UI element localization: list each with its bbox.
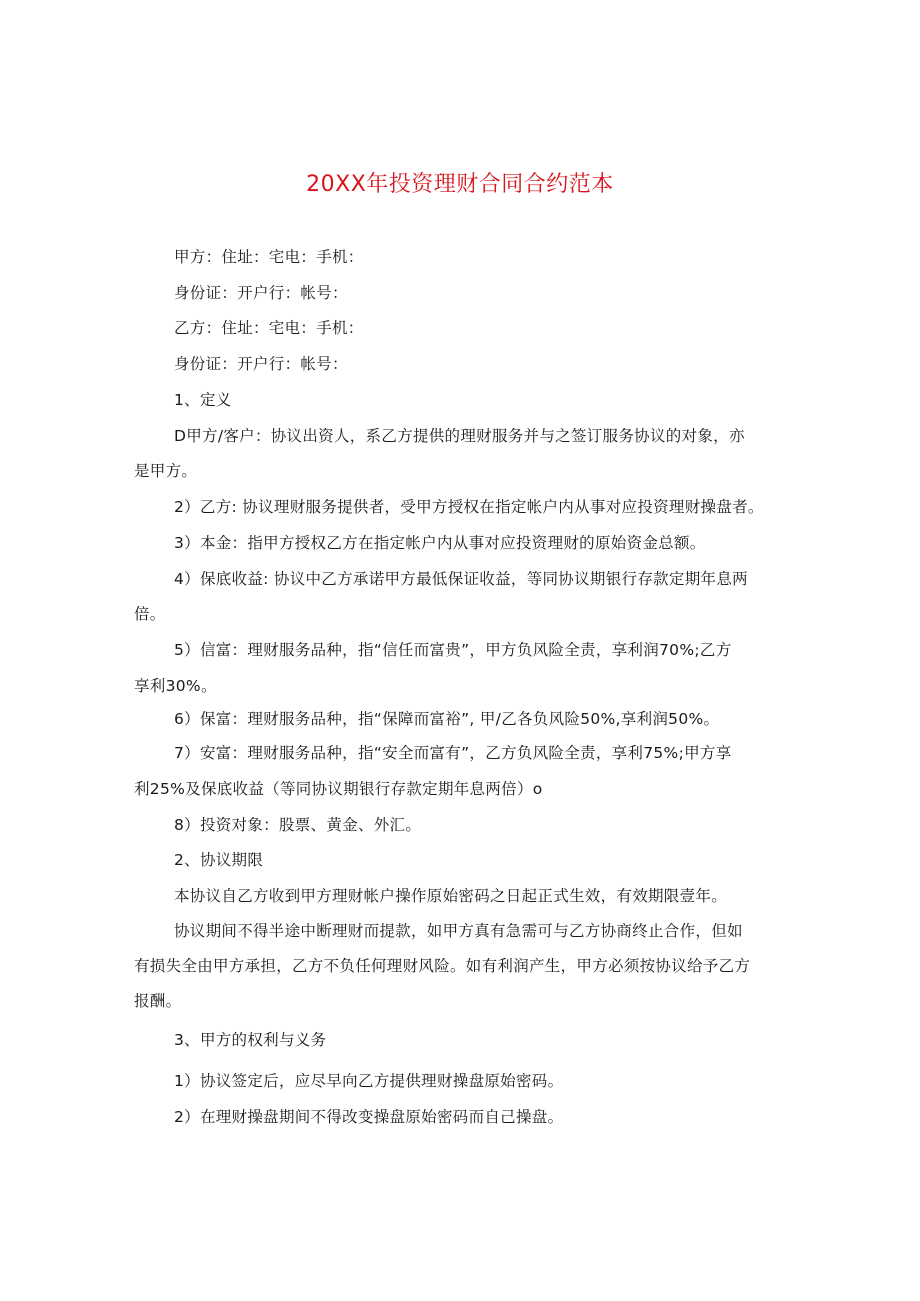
definition-2-line: 2）乙方: 协议理财服务提供者，受甲方授权在指定帐户内从事对应投资理财操盘者。 xyxy=(174,498,764,516)
party-a-id-line: 身份证：开户行：帐号： xyxy=(174,284,348,302)
term-paragraph-2-line-3: 报酬。 xyxy=(134,992,182,1010)
party-b-address-line: 乙方：住址：宅电：手机： xyxy=(174,319,364,337)
definition-3-line: 3）本金：指甲方授权乙方在指定帐户内从事对应投资理财的原始资金总额。 xyxy=(174,534,706,552)
definition-7-line-2: 利25%及保底收益（等同协议期银行存款定期年息两倍）o xyxy=(134,780,543,798)
party-a-address-line: 甲方：住址：宅电：手机： xyxy=(174,248,364,266)
definition-1-line-1: D甲方/客户：协议出资人，系乙方提供的理财服务并与之签订服务协议的对象，亦 xyxy=(174,427,745,445)
party-a-obligation-2: 2）在理财操盘期间不得改变操盘原始密码而自己操盘。 xyxy=(174,1108,564,1126)
document-title: 20XX年投资理财合同合约范本 xyxy=(306,172,614,197)
definition-5-line-2: 享利30%。 xyxy=(134,677,217,695)
definition-8-line: 8）投资对象：股票、黄金、外汇。 xyxy=(174,816,422,834)
term-paragraph-2-line-1: 协议期间不得半途中断理财而提款，如甲方真有急需可与乙方协商终止合作，但如 xyxy=(174,922,743,940)
term-paragraph-1: 本协议自乙方收到甲方理财帐户操作原始密码之日起正式生效，有效期限壹年。 xyxy=(174,887,728,905)
definition-4-line-2: 倍。 xyxy=(134,605,166,623)
section-heading-party-a-rights: 3、甲方的权利与义务 xyxy=(174,1031,327,1049)
section-heading-definitions: 1、定义 xyxy=(174,391,232,409)
section-heading-term: 2、协议期限 xyxy=(174,851,264,869)
definition-1-line-2: 是甲方。 xyxy=(134,462,198,480)
party-a-obligation-1: 1）协议签定后，应尽早向乙方提供理财操盘原始密码。 xyxy=(174,1072,564,1090)
definition-5-line-1: 5）信富：理财服务品种，指“信任而富贵”，甲方负风险全责，享利润70%;乙方 xyxy=(174,641,732,659)
definition-7-line-1: 7）安富：理财服务品种，指“安全而富有”，乙方负风险全责，享利75%;甲方享 xyxy=(174,744,732,762)
definition-6-line: 6）保富：理财服务品种，指“保障而富裕”, 甲/乙各负风险50%,享利润50%。 xyxy=(174,710,720,728)
party-b-id-line: 身份证：开户行：帐号： xyxy=(174,355,348,373)
definition-4-line-1: 4）保底收益: 协议中乙方承诺甲方最低保证收益，等同协议期银行存款定期年息两 xyxy=(174,570,748,588)
term-paragraph-2-line-2: 有损失全由甲方承担，乙方不负任何理财风险。如有利润产生，甲方必须按协议给予乙方 xyxy=(134,957,751,975)
